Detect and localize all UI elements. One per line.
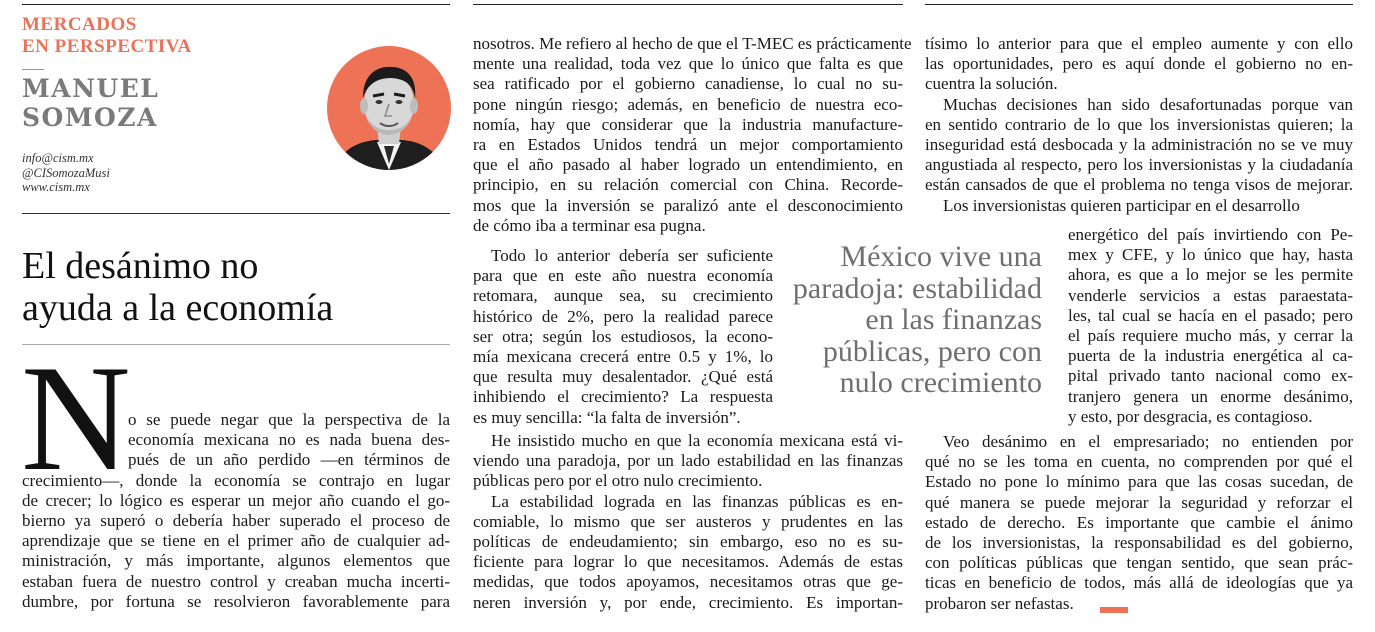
body-text-line: viendo una paradoja, por un lado estabilidad en las finanzas <box>473 451 903 471</box>
top-rule-left <box>22 4 450 5</box>
body-text-line: dumbre, por fortuna se resolvieron favorablemente para <box>22 591 450 611</box>
column-kicker <box>22 14 192 58</box>
body-text-line: nomía, hay que considerar que la industria manufacture- <box>473 114 903 134</box>
pull-quote-line: paradoja: estabilidad <box>792 271 1042 305</box>
body-text-line: nosotros. Me refiero al hecho de que el T-MEC es prácticamente <box>473 34 912 53</box>
body-text-line: el país requiere mucho más, y cerrar la <box>1068 326 1353 345</box>
body-text-line: mía mexicana crecerá entre 0.5 y 1%, lo <box>473 347 773 366</box>
pull-quote <box>780 241 1042 399</box>
body-text-line: La estabilidad lograda en las finanzas públicas es en- <box>491 491 903 511</box>
pull-quote-line: nulo crecimiento <box>839 366 1042 399</box>
body-text-line: pués de un año perdido —en términos de <box>128 450 450 470</box>
body-text-line: mex y CFE, y lo único que hay, hasta <box>1068 245 1353 265</box>
drop-cap: N <box>21 334 131 502</box>
headline-line: ayuda a la economía <box>22 287 334 329</box>
top-rule-right <box>925 4 1353 5</box>
body-text-line: retomara, aunque sea, su crecimiento <box>473 286 773 306</box>
body-text-line: comiable, lo mismo que ser austeros y prudentes en las <box>473 511 903 531</box>
body-text-line: Estado no pone lo mínimo para que las cosas sucedan, de <box>925 472 1353 492</box>
body-text-line: tranjero genera un enorme desánimo, <box>1068 386 1353 406</box>
body-text-line: qué no se les toma en cuenta, no comprenden por qué el <box>925 452 1353 472</box>
author-portrait-illustration <box>327 46 451 170</box>
body-text-line: mente una realidad, toda vez que lo único que falta es que <box>473 54 903 74</box>
body-text-line: medidas, que todos apoyamos, necesitamos otras que ge- <box>473 572 903 592</box>
author-first-name: MANUEL <box>22 74 160 103</box>
body-text-line: estado de derecho. Es importante que cambie el ánimo <box>925 512 1353 532</box>
pull-quote-line: en las finanzas <box>865 303 1042 336</box>
body-text-line: inseguridad está desbocada y la administración no se ve muy <box>925 135 1353 154</box>
body-text-line: ticas en beneficio de todos, más allá de ideologías que ya <box>925 573 1353 593</box>
header-divider <box>22 213 450 214</box>
body-text-line: o se puede negar que la perspectiva de la <box>128 410 450 429</box>
body-text-line: que resulta muy desalentador. ¿Qué está <box>473 367 773 387</box>
body-text-line: políticas de endeudamiento; sin embargo, eso no es su- <box>473 532 903 551</box>
article-headline <box>22 245 442 329</box>
body-text-line: sea ratificado por el gobierno canadiense, lo cual no su- <box>473 74 903 94</box>
body-text-line: de cómo iba a terminar esa pugna. <box>473 215 706 235</box>
body-text-line: energético del país invirtiendo con Pe- <box>1068 225 1353 244</box>
body-text-line: pital privado tanto nacional como ex- <box>1068 366 1353 386</box>
body-text-line: de los inversionistas, la responsabilidad es del gobierno, <box>925 533 1353 552</box>
body-text-line: ra en Estados Unidos tendrá un mejor comportamiento <box>473 135 903 154</box>
author-divider <box>22 69 44 70</box>
body-text-line: Los inversionistas quieren participar en el desarrollo <box>943 195 1300 215</box>
article-end-mark <box>1100 607 1128 613</box>
body-text-line: puerta de la industria energética al ca- <box>1068 346 1353 366</box>
body-text-line: probaron ser nefastas. <box>925 593 1074 613</box>
body-text-line: les, tal cual se hacía en el pasado; pero <box>1068 305 1353 325</box>
body-text-line: bierno ya superó o debería haber superado el proceso de <box>22 511 450 530</box>
author-last-name: SOMOZA <box>22 103 158 132</box>
pull-quote-line: México vive una <box>840 240 1042 273</box>
body-text-line: públicas pero por el otro nulo crecimiento. <box>473 471 763 491</box>
pull-quote-line: públicas, pero con <box>822 334 1042 368</box>
body-text-line: histórico de 2%, pero la realidad parece <box>473 306 773 326</box>
headline-line: El desánimo no <box>22 245 259 287</box>
body-text-line: crecimiento—, donde la economía se contrajo en lugar <box>22 470 450 490</box>
body-text-line: inhibiendo el crecimiento? La respuesta <box>473 387 773 407</box>
body-text-line: angustiada al respecto, pero los inversionistas y la ciudadanía <box>925 155 1353 175</box>
kicker-line: EN PERSPECTIVA <box>22 36 192 57</box>
body-text-line: Todo lo anterior debería ser suficiente <box>491 246 773 265</box>
body-text-line: economía mexicana no es nada buena des- <box>128 430 450 450</box>
body-text-line: principio, en su relación comercial con China. Recorde- <box>473 175 903 195</box>
body-text-line: He insistido mucho en que la economía mexicana está vi- <box>491 431 903 450</box>
body-text-line: y esto, por desgracia, es contagioso. <box>1068 406 1313 426</box>
body-text-line: con políticas públicas que tengan sentido, que sean prác- <box>925 553 1353 573</box>
body-text-line: en sentido contrario de lo que los inversionistas quieren; la <box>925 114 1353 134</box>
body-text-line: ser otra; según los estudiosos, la econo- <box>473 326 773 346</box>
contact-twitter: @CISomozaMusi <box>22 165 110 180</box>
body-text-line: para que en este año nuestra economía <box>473 266 773 286</box>
author-name <box>22 74 159 132</box>
body-text-line: aprendizaje que se tiene en el primer año de cualquier ad- <box>22 531 450 551</box>
body-text-line: ahora, es que a lo mejor se les permite <box>1068 265 1353 285</box>
body-text-line: que el año pasado al haber logrado un entendimiento, en <box>473 155 903 175</box>
body-text-line: ministración, y más importante, algunos elementos que <box>22 551 450 571</box>
body-text-line: cuentra la solución. <box>925 74 1058 94</box>
body-text-line: las oportunidades, pero es aquí donde el gobierno no en- <box>925 54 1353 74</box>
body-text-line: mos que la inversión se paralizó ante el desconocimiento <box>473 195 903 215</box>
body-text-line: qué manera se puede mejorar la seguridad y reforzar el <box>925 492 1353 512</box>
contact-website: www.cism.mx <box>22 180 90 194</box>
body-text-line: de crecer; lo lógico es esperar un mejor año cuando el go- <box>22 490 450 510</box>
body-text-line: venderle servicios a estas paraestata- <box>1068 285 1353 305</box>
body-text-line: pone ningún riesgo; además, en beneficio de nuestra eco- <box>473 94 903 114</box>
body-text-line: tísimo lo anterior para que el empleo aumente y con ello <box>925 34 1353 53</box>
body-text-line: estaban fuera de nuestro control y creaban mucha incerti- <box>22 571 450 591</box>
top-rule-middle <box>473 4 903 5</box>
body-text-line: Muchas decisiones han sido desafortunadas porque van <box>943 94 1353 114</box>
body-text-line: ficiente para lograr lo que necesitamos. Además de estas <box>473 552 903 572</box>
author-portrait <box>327 46 451 170</box>
author-contacts <box>22 151 110 195</box>
body-text-line: neren inversión y, por ende, crecimiento. Es importan- <box>473 592 903 612</box>
body-text-line: están cansados de que el problema no tenga visos de mejorar. <box>925 175 1353 195</box>
body-text-line: es muy sencilla: “la falta de inversión”. <box>473 407 741 427</box>
contact-email: info@cism.mx <box>22 151 94 165</box>
body-text-line: Veo desánimo en el empresariado; no entienden por <box>943 432 1353 451</box>
kicker-line: MERCADOS <box>22 14 137 35</box>
